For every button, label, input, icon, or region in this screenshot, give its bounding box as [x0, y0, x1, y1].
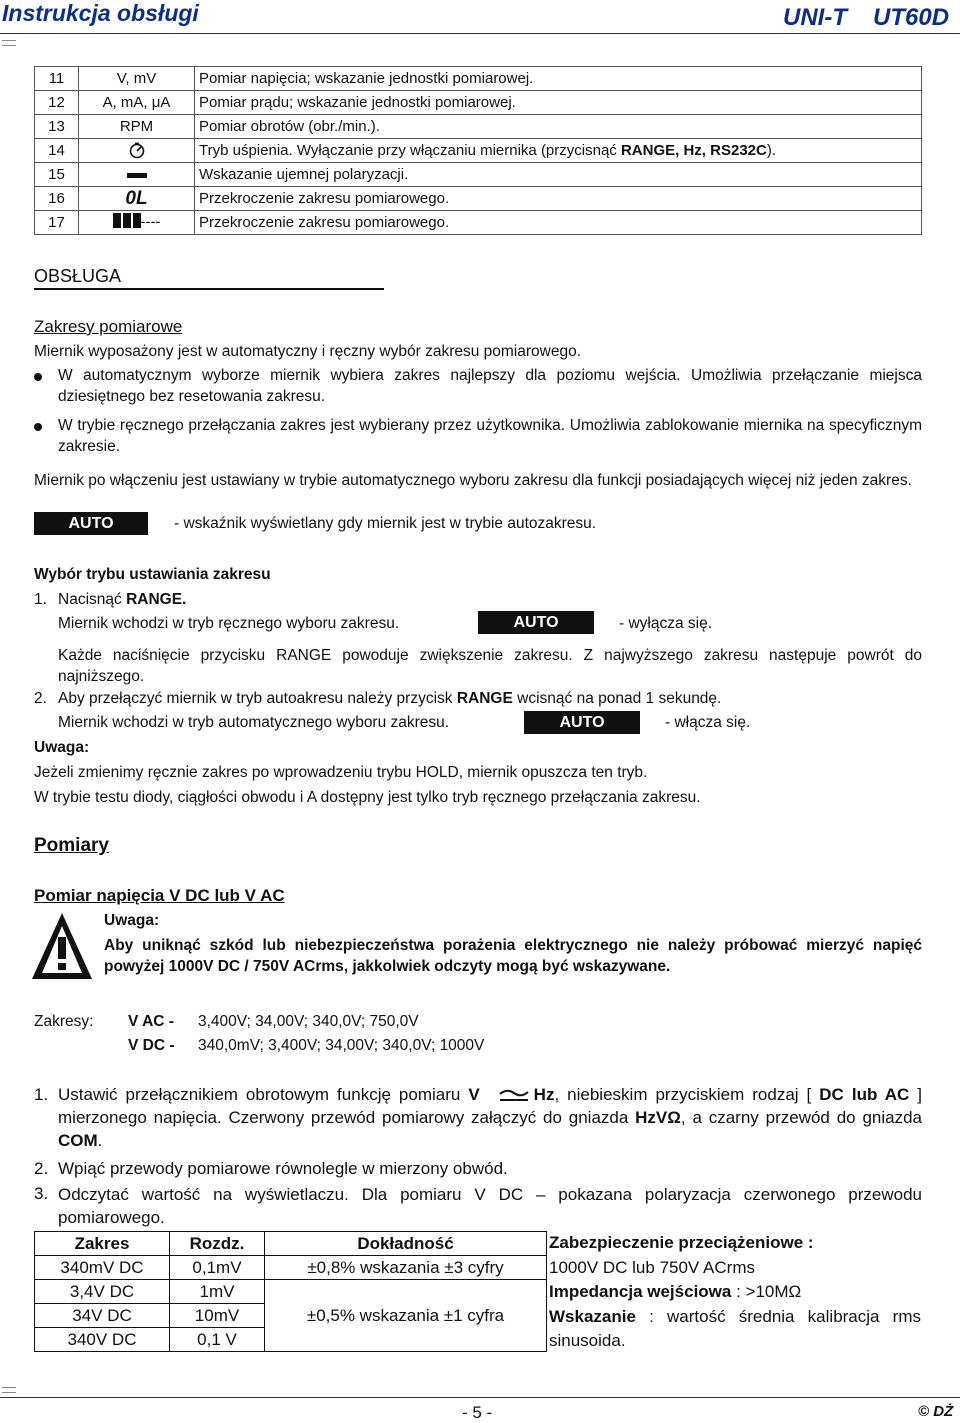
resolution-cell: 0,1 V	[170, 1328, 265, 1352]
step-3-text: Odczytać wartość na wyświetlaczu. Dla pomiaru V DC – pokazana polaryzacja czerwonego przewodu pomiarowego.	[58, 1185, 922, 1227]
manual-title: Instrukcja obsługi	[2, 0, 199, 26]
subheading-zakresy: Zakresy pomiarowe	[34, 317, 183, 336]
auto-on-text: - włącza się.	[665, 714, 751, 731]
auto-paragraph: Miernik po włączeniu jest ustawiany w trybie automatycznego wyboru zakresu dla funkcji posiadających więcej niż jeden zakres.	[34, 472, 912, 489]
header-dokladnosc: Dokładność	[265, 1232, 547, 1256]
step-text: , a czarny przewód do gniazda	[680, 1108, 922, 1127]
step-1-paragraph	[58, 1083, 922, 1152]
spec-table	[34, 1231, 547, 1352]
symbol-cell: RPM	[79, 115, 195, 139]
step-1-line2: Miernik wchodzi w tryb ręcznego wyboru zakresu.	[58, 615, 400, 632]
row-number: 16	[35, 187, 79, 211]
resolution-cell: 10mV	[170, 1304, 265, 1328]
dc-label: DC	[819, 1085, 844, 1104]
socket-com: COM	[58, 1131, 98, 1150]
ac-label: lub AC	[851, 1085, 910, 1104]
display-value: : wartość średnia kalibracja rms sinusoida.	[549, 1306, 921, 1350]
desc-keys: RANGE, Hz, RS232C	[620, 142, 767, 159]
warning-text: Aby uniknąć szkód lub niebezpieczeństwa porażenia elektrycznego nie należy próbować mierzyć napięć powyżej 1000V DC / 750V ACrms, jakkolwiek odczyty mogą być wskazywane.	[104, 937, 922, 975]
step-2-line2: Miernik wchodzi w tryb automatycznego wyboru zakresu.	[58, 714, 450, 731]
note-text-1: Jeżeli zmienimy ręcznie zakres po wprowadzeniu trybu HOLD, miernik opuszcza ten tryb.	[34, 764, 648, 781]
table-row	[35, 211, 922, 235]
step-text: , niebieskim przyciskiem rodzaj [	[554, 1085, 820, 1104]
socket-hzvo: HzVΩ	[635, 1108, 681, 1127]
symbol-cell: 0L	[79, 187, 195, 211]
accuracy-cell: ±0,5% wskazania ±1 cyfra	[265, 1280, 547, 1352]
vdc-label: V DC -	[128, 1037, 175, 1054]
bullet-text: W automatycznym wyborze miernik wybiera zakres najlepszy dla poziomu wejścia. Umożliwia przełączanie miejsca dziesiętnego bez resetowania zakresu.	[58, 367, 922, 405]
note-text-2: W trybie testu diody, ciągłości obwodu i A dostępny jest tylko tryb ręcznego przełączania zakresu.	[34, 789, 701, 806]
page-header	[0, 0, 960, 36]
description-cell: Pomiar obrotów (obr./min.).	[195, 115, 922, 139]
step-2-number: 2.	[34, 690, 47, 707]
step-1-paragraph: Każde naciśnięcie przycisku RANGE powoduje zwiększenie zakresu. Z najwyższego zakresu następuje powrót do najniższego.	[58, 647, 922, 685]
step-2-number: 2.	[34, 1159, 49, 1178]
step-text: Nacisnąć	[58, 591, 127, 608]
range-cell: 340mV DC	[35, 1256, 170, 1280]
step-text: wcisnąć na ponad 1 sekundę.	[512, 690, 722, 707]
bullet-text: W trybie ręcznego przełączania zakres jest wybierany przez użytkownika. Umożliwia zablokowanie miernika na specyficznym zakresie.	[58, 417, 922, 455]
bullet-dot	[34, 423, 42, 431]
table-row	[35, 163, 922, 187]
minus-bar-icon	[127, 173, 147, 178]
row-number: 13	[35, 115, 79, 139]
row-number: 15	[35, 163, 79, 187]
symbol-cell: A, mA, μA	[79, 91, 195, 115]
symbol-cell	[79, 211, 195, 235]
step-text: Aby przełączyć miernik w tryb autoakresu należy przycisk	[58, 690, 457, 707]
step-1-number: 1.	[34, 1085, 49, 1104]
impedance-label: Impedancja wejściowa	[549, 1282, 732, 1301]
row-number: 11	[35, 67, 79, 91]
heading-rule	[34, 288, 384, 290]
side-info	[549, 1231, 921, 1354]
resolution-cell: 1mV	[170, 1280, 265, 1304]
description-cell: Przekroczenie zakresu pomiarowego.	[195, 211, 922, 235]
row-number: 14	[35, 139, 79, 163]
step-2-text: Wpiąć przewody pomiarowe równolegle w mierzony obwód.	[58, 1159, 508, 1178]
table-row	[35, 115, 922, 139]
table-row	[35, 139, 922, 163]
range-cell: 3,4V DC	[35, 1280, 170, 1304]
header-rule	[0, 33, 960, 34]
table-row	[35, 1256, 547, 1280]
symbol-cell: V, mV	[79, 67, 195, 91]
desc-text: Tryb uśpienia. Wyłączanie przy włączaniu miernika (przycisnąć	[199, 142, 621, 159]
table-row	[35, 91, 922, 115]
step-3-number: 3.	[34, 1184, 49, 1203]
header-zakres: Zakres	[35, 1232, 170, 1256]
note-title: Uwaga:	[34, 739, 90, 756]
description-cell: Pomiar prądu; wskazanie jednostki pomiarowej.	[195, 91, 922, 115]
model-name: UT60D	[873, 4, 950, 31]
range-cell: 340V DC	[35, 1328, 170, 1352]
page-number: - 5 -	[462, 1403, 493, 1422]
resolution-cell: 0,1mV	[170, 1256, 265, 1280]
accuracy-cell: ±0,8% wskazania ±3 cyfry	[265, 1256, 547, 1280]
protection-title: Zabezpieczenie przeciążeniowe :	[549, 1233, 814, 1252]
description-cell: Wskazanie ujemnej polaryzacji.	[195, 163, 922, 187]
range-key: RANGE.	[126, 591, 187, 608]
auto-indicator: AUTO	[478, 611, 594, 634]
subheading-pomiar-napiecia: Pomiar napięcia V DC lub V AC	[34, 886, 285, 905]
dashes: ----	[140, 213, 161, 231]
table-row	[35, 1280, 547, 1304]
ranges-label: Zakresy:	[34, 1013, 94, 1030]
section-heading-pomiary: Pomiary	[34, 835, 109, 856]
section-heading-obsluga: OBSŁUGA	[34, 266, 122, 286]
bullet-dot	[34, 373, 42, 381]
protection-value: 1000V DC lub 750V ACrms	[549, 1257, 755, 1277]
step-text: ] mierzonego napięcia. Czerwony przewód pomiarowy załączyć do gniazda	[58, 1085, 922, 1127]
hz-symbol: Hz	[533, 1085, 555, 1104]
display-label: Wskazanie	[549, 1306, 636, 1326]
table-row	[35, 187, 922, 211]
vdc-values: 340,0mV; 3,400V; 34,00V; 340,0V; 1000V	[198, 1037, 485, 1054]
ac-dc-icon	[498, 1088, 530, 1104]
auto-description: - wskaźnik wyświetlany gdy miernik jest w trybie autozakresu.	[174, 515, 597, 532]
step-text: Ustawić przełącznikiem obrotowym funkcję pomiaru	[58, 1085, 469, 1104]
row-number: 12	[35, 91, 79, 115]
table-header-row	[35, 1232, 547, 1256]
brand-name: UNI-T	[783, 4, 847, 31]
auto-indicator: AUTO	[34, 512, 148, 535]
step-1-number: 1.	[34, 591, 47, 608]
table-row	[35, 67, 922, 91]
step-2-text	[58, 690, 721, 708]
range-cell: 34V DC	[35, 1304, 170, 1328]
auto-off-text: - wyłącza się.	[619, 615, 713, 632]
v-symbol: V	[468, 1085, 480, 1104]
subheading-wybor: Wybór trybu ustawiania zakresu	[34, 566, 271, 583]
symbol-cell	[79, 163, 195, 187]
display-line	[549, 1305, 921, 1354]
vac-values: 3,400V; 34,00V; 340,0V; 750,0V	[198, 1013, 419, 1030]
footer-rule	[0, 1397, 960, 1398]
timer-icon	[128, 142, 146, 160]
step-text: .	[97, 1131, 103, 1150]
description-cell	[195, 139, 922, 163]
header-mark	[2, 40, 16, 46]
bars-icon	[113, 213, 141, 232]
header-rozdz: Rozdz.	[170, 1232, 265, 1256]
description-cell: Pomiar napięcia; wskazanie jednostki pomiarowej.	[195, 67, 922, 91]
intro-text: Miernik wyposażony jest w automatyczny i ręczny wybór zakresu pomiarowego.	[34, 343, 582, 360]
symbol-cell	[79, 139, 195, 163]
symbols-table	[34, 66, 922, 235]
row-number: 17	[35, 211, 79, 235]
description-cell: Przekroczenie zakresu pomiarowego.	[195, 187, 922, 211]
copyright: © DŻ	[918, 1403, 954, 1420]
warning-title: Uwaga:	[104, 912, 160, 929]
desc-text: ).	[766, 142, 777, 159]
range-key: RANGE	[456, 690, 513, 707]
impedance-line	[549, 1280, 921, 1305]
footer-mark	[2, 1387, 16, 1393]
vac-label: V AC -	[128, 1013, 174, 1030]
auto-indicator: AUTO	[524, 711, 640, 734]
impedance-value: : >10MΩ	[731, 1282, 802, 1301]
step-1-text	[58, 591, 186, 609]
warning-icon	[30, 910, 94, 982]
